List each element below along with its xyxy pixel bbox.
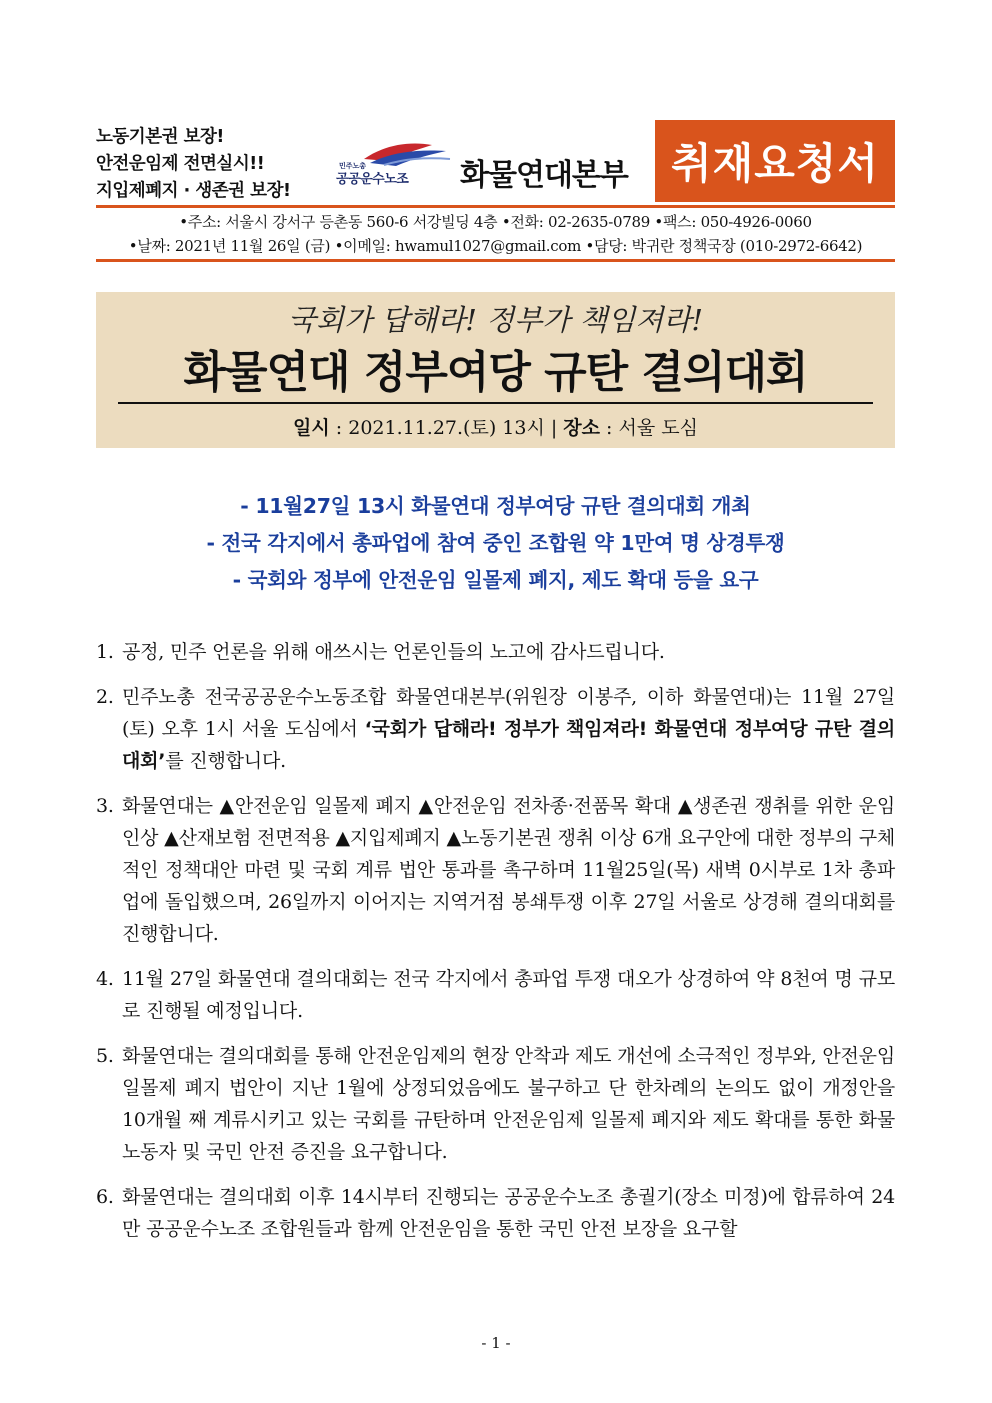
item-text: 를 진행합니다. — [165, 750, 286, 772]
item-number: 5. — [96, 1045, 114, 1067]
item-number: 3. — [96, 795, 114, 817]
highlight-item: - 전국 각지에서 총파업에 참여 중인 조합원 약 1만여 명 상경투쟁 — [206, 531, 785, 555]
slogan-block — [96, 124, 326, 205]
page-title: 화물연대 정부여당 규탄 결의대회 — [183, 347, 808, 398]
event-name-bold: ‘국회가 답해라! 정부가 책임져라! 화물연대 정부여당 규탄 결의대회’ — [122, 718, 896, 772]
document-type-badge: 취재요청서 — [655, 120, 895, 202]
slogan-line: 지입제폐지 · 생존권 보장! — [96, 181, 291, 201]
logo-small-text: 민주노총 — [339, 162, 367, 170]
place-label: 장소 — [563, 417, 601, 439]
date-value: : 2021.11.27.(토) 13시 | — [329, 417, 564, 439]
org-name: 화물연대본부 — [460, 158, 628, 193]
highlight-item: - 11월27일 13시 화물연대 정부여당 규탄 결의대회 개최 — [240, 494, 751, 518]
list-item — [96, 636, 895, 668]
body-list — [96, 636, 895, 1258]
union-logo — [334, 137, 454, 189]
list-item — [96, 1181, 895, 1245]
item-text: 화물연대는 ▲안전운임 일몰제 폐지 ▲안전운임 전차종·전품목 확대 ▲생존권 쟁취를 위한 운임인상 ▲산재보험 전면적용 ▲지입제폐지 ▲노동기본권 쟁취 이상 6개 요구안에 대한 정부의 구체적인 정책대안 마련 및 국회 계류 법안 통과를 촉구하며 11월25일(목) 새벽 0시부로 1차 총파업에 돌입했으며, 26일까지 이어지는 지역거점 봉쇄투쟁 이후 27일 서울로 상경해 결의대회를 진행합니다. — [122, 795, 895, 945]
header-rule-bottom — [96, 259, 895, 262]
highlight-list — [96, 488, 895, 599]
item-text: 공정, 민주 언론을 위해 애쓰시는 언론인들의 노고에 감사드립니다. — [122, 641, 665, 663]
header-rule-top — [96, 205, 895, 208]
title-box — [96, 292, 895, 448]
list-item — [96, 681, 895, 777]
item-number: 4. — [96, 968, 114, 990]
item-number: 6. — [96, 1186, 114, 1208]
title-divider — [118, 402, 873, 404]
event-date-place — [96, 413, 895, 440]
contact-info-line: •날짜: 2021년 11월 26일 (금) •이메일: hwamul1027@gmail.com •담당: 박귀란 정책국장 (010-2972-6642) — [128, 237, 863, 255]
item-text: 화물연대는 결의대회 이후 14시부터 진행되는 공공운수노조 총궐기(장소 미정)에 합류하여 24만 공공운수노조 조합원들과 함께 안전운임을 통한 국민 안전 보장을 요구할 — [122, 1186, 895, 1240]
item-number: 2. — [96, 686, 114, 708]
subtitle: 국회가 답해라! 정부가 책임져라! — [287, 303, 704, 337]
slogan-line: 노동기본권 보장! — [96, 127, 224, 147]
place-value: : 서울 도심 — [600, 417, 698, 439]
slogan-line: 안전운임제 전면실시!! — [96, 154, 265, 174]
logo-text: 공공운수노조 — [336, 172, 409, 187]
item-text: 민주노총 전국공공운수노동조합 화물연대본부(위원장 이봉주, 이하 화물연대)는 11월 27일(토) 오후 1시 서울 도심에서 — [122, 686, 895, 740]
highlight-item: - 국회와 정부에 안전운임 일몰제 폐지, 제도 확대 등을 요구 — [232, 568, 759, 592]
list-item — [96, 963, 895, 1027]
list-item — [96, 1040, 895, 1168]
list-item — [96, 790, 895, 950]
date-label: 일시 — [293, 417, 330, 439]
page-number: - 1 - — [481, 1334, 511, 1352]
contact-info-line: •주소: 서울시 강서구 등촌동 560-6 서강빌딩 4층 •전화: 02-2635-0789 •팩스: 050-4926-0060 — [179, 213, 812, 231]
item-number: 1. — [96, 641, 114, 663]
item-text: 11월 27일 화물연대 결의대회는 전국 각지에서 총파업 투쟁 대오가 상경하여 약 8천여 명 규모로 진행될 예정입니다. — [122, 968, 895, 1022]
item-text: 화물연대는 결의대회를 통해 안전운임제의 현장 안착과 제도 개선에 소극적인 정부와, 안전운임 일몰제 폐지 법안이 지난 1월에 상정되었음에도 불구하고 단 한차례의 논의도 없이 개정안을 10개월 째 계류시키고 있는 국회를 규탄하며 안전운임제 일몰제 폐지와 제도 확대를 통한 화물노동자 및 국민 안전 증진을 요구합니다. — [122, 1045, 895, 1163]
